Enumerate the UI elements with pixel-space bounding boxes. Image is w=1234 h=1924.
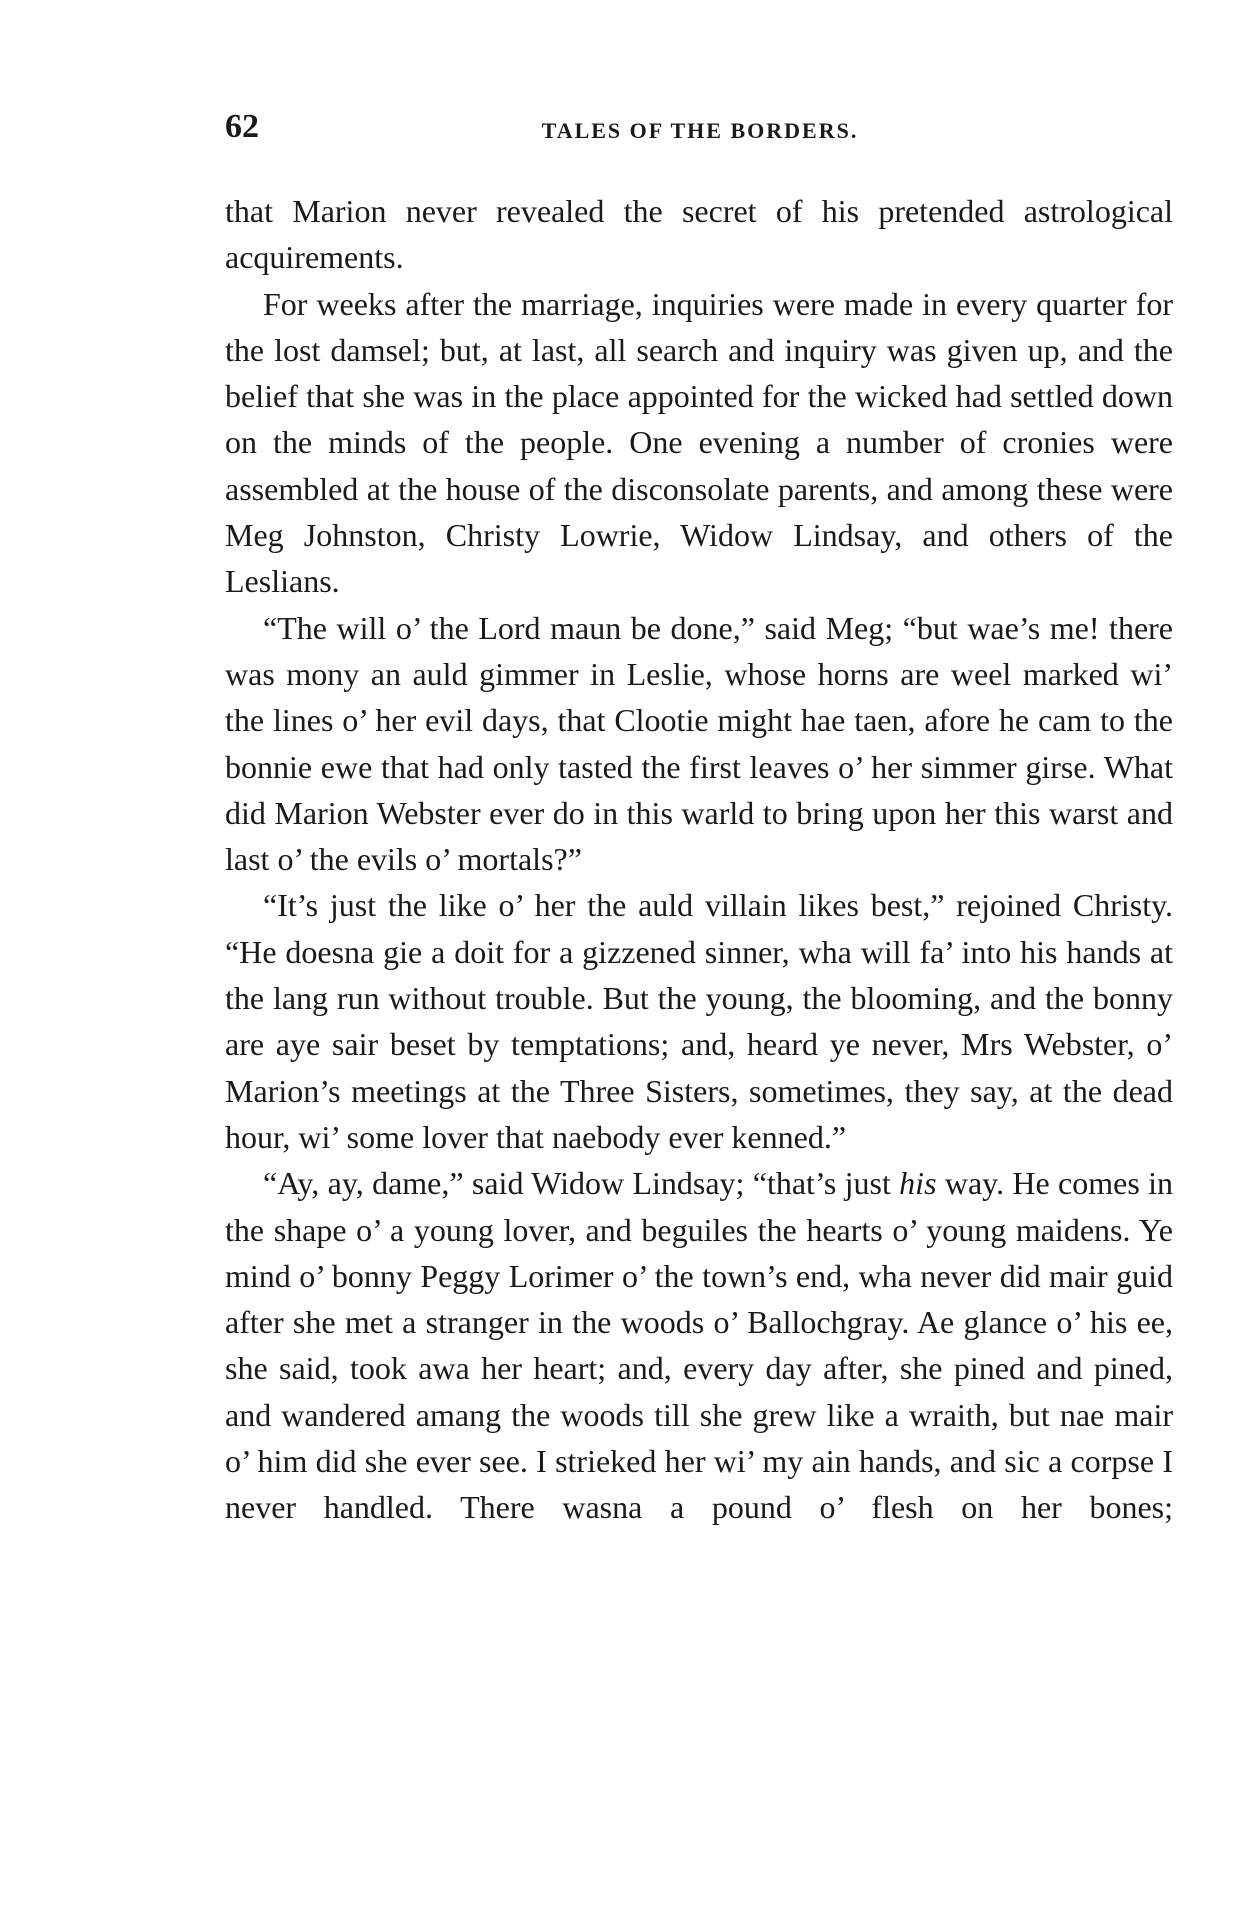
paragraph-2: For weeks after the marriage, inquiries were made in every quarter for the lost damsel; but, at last, all search and inquiry was given up, and the belief that she was in the place appointed for the wicked had settled down on the minds of the people. One evening a number of cronies were assembled at the house of the disconsolate parents, and among these were Meg Johnston, Christy Lowrie, Widow Lindsay, and others of the Leslians. <box>225 285 1173 600</box>
body-text <box>225 188 1173 1531</box>
paragraph-5-italic: his <box>899 1165 937 1202</box>
running-head: TALES OF THE BORDERS. <box>541 118 859 143</box>
page-header <box>225 108 1175 158</box>
paragraph-1: that Marion never revealed the secret of his pretended astrological acquirements. <box>225 193 1173 276</box>
page-number: 62 <box>225 108 259 145</box>
paragraph-5 <box>225 1160 1173 1530</box>
paragraph-3: “The will o’ the Lord maun be done,” said Meg; “but wae’s me! there was mony an auld gimmer in Leslie, whose horns are weel marked wi’ the lines o’ her evil days, that Clootie might hae taen, afore he cam to the bonnie ewe that had only tasted the first leaves o’ her simmer girse. What did Marion Webster ever do in this warld to bring upon her this warst and last o’ the evils o’ mortals?” <box>225 609 1173 878</box>
paragraph-5-start: “Ay, ay, dame,” said Widow Lindsay; “that’s just <box>263 1165 900 1202</box>
paragraph-5-rest: way. He comes in the shape o’ a young lover, and beguiles the hearts o’ young maidens. Ye mind o’ bonny Peggy Lorimer o’ the town’s end, wha never did mair guid after she met a stranger in the woods o’ Ballochgray. Ae glance o’ his ee, she said, took awa her heart; and, every day after, she pined and pined, and wandered amang the woods till she grew like a wraith, but nae mair o’ him did she ever see. I strieked her wi’ my ain hands, and sic a corpse I never handled. There wasna a pound o’ flesh on her bones; <box>225 1165 1174 1526</box>
paragraph-4: “It’s just the like o’ her the auld villain likes best,” rejoined Christy. “He doesna gie a doit for a gizzened sinner, wha will fa’ into his hands at the lang run without trouble. But the young, the blooming, and the bonny are aye sair beset by temptations; and, heard ye never, Mrs Webster, o’ Marion’s meetings at the Three Sisters, sometimes, they say, at the dead hour, wi’ some lover that naebody ever kenned.” <box>225 887 1173 1155</box>
